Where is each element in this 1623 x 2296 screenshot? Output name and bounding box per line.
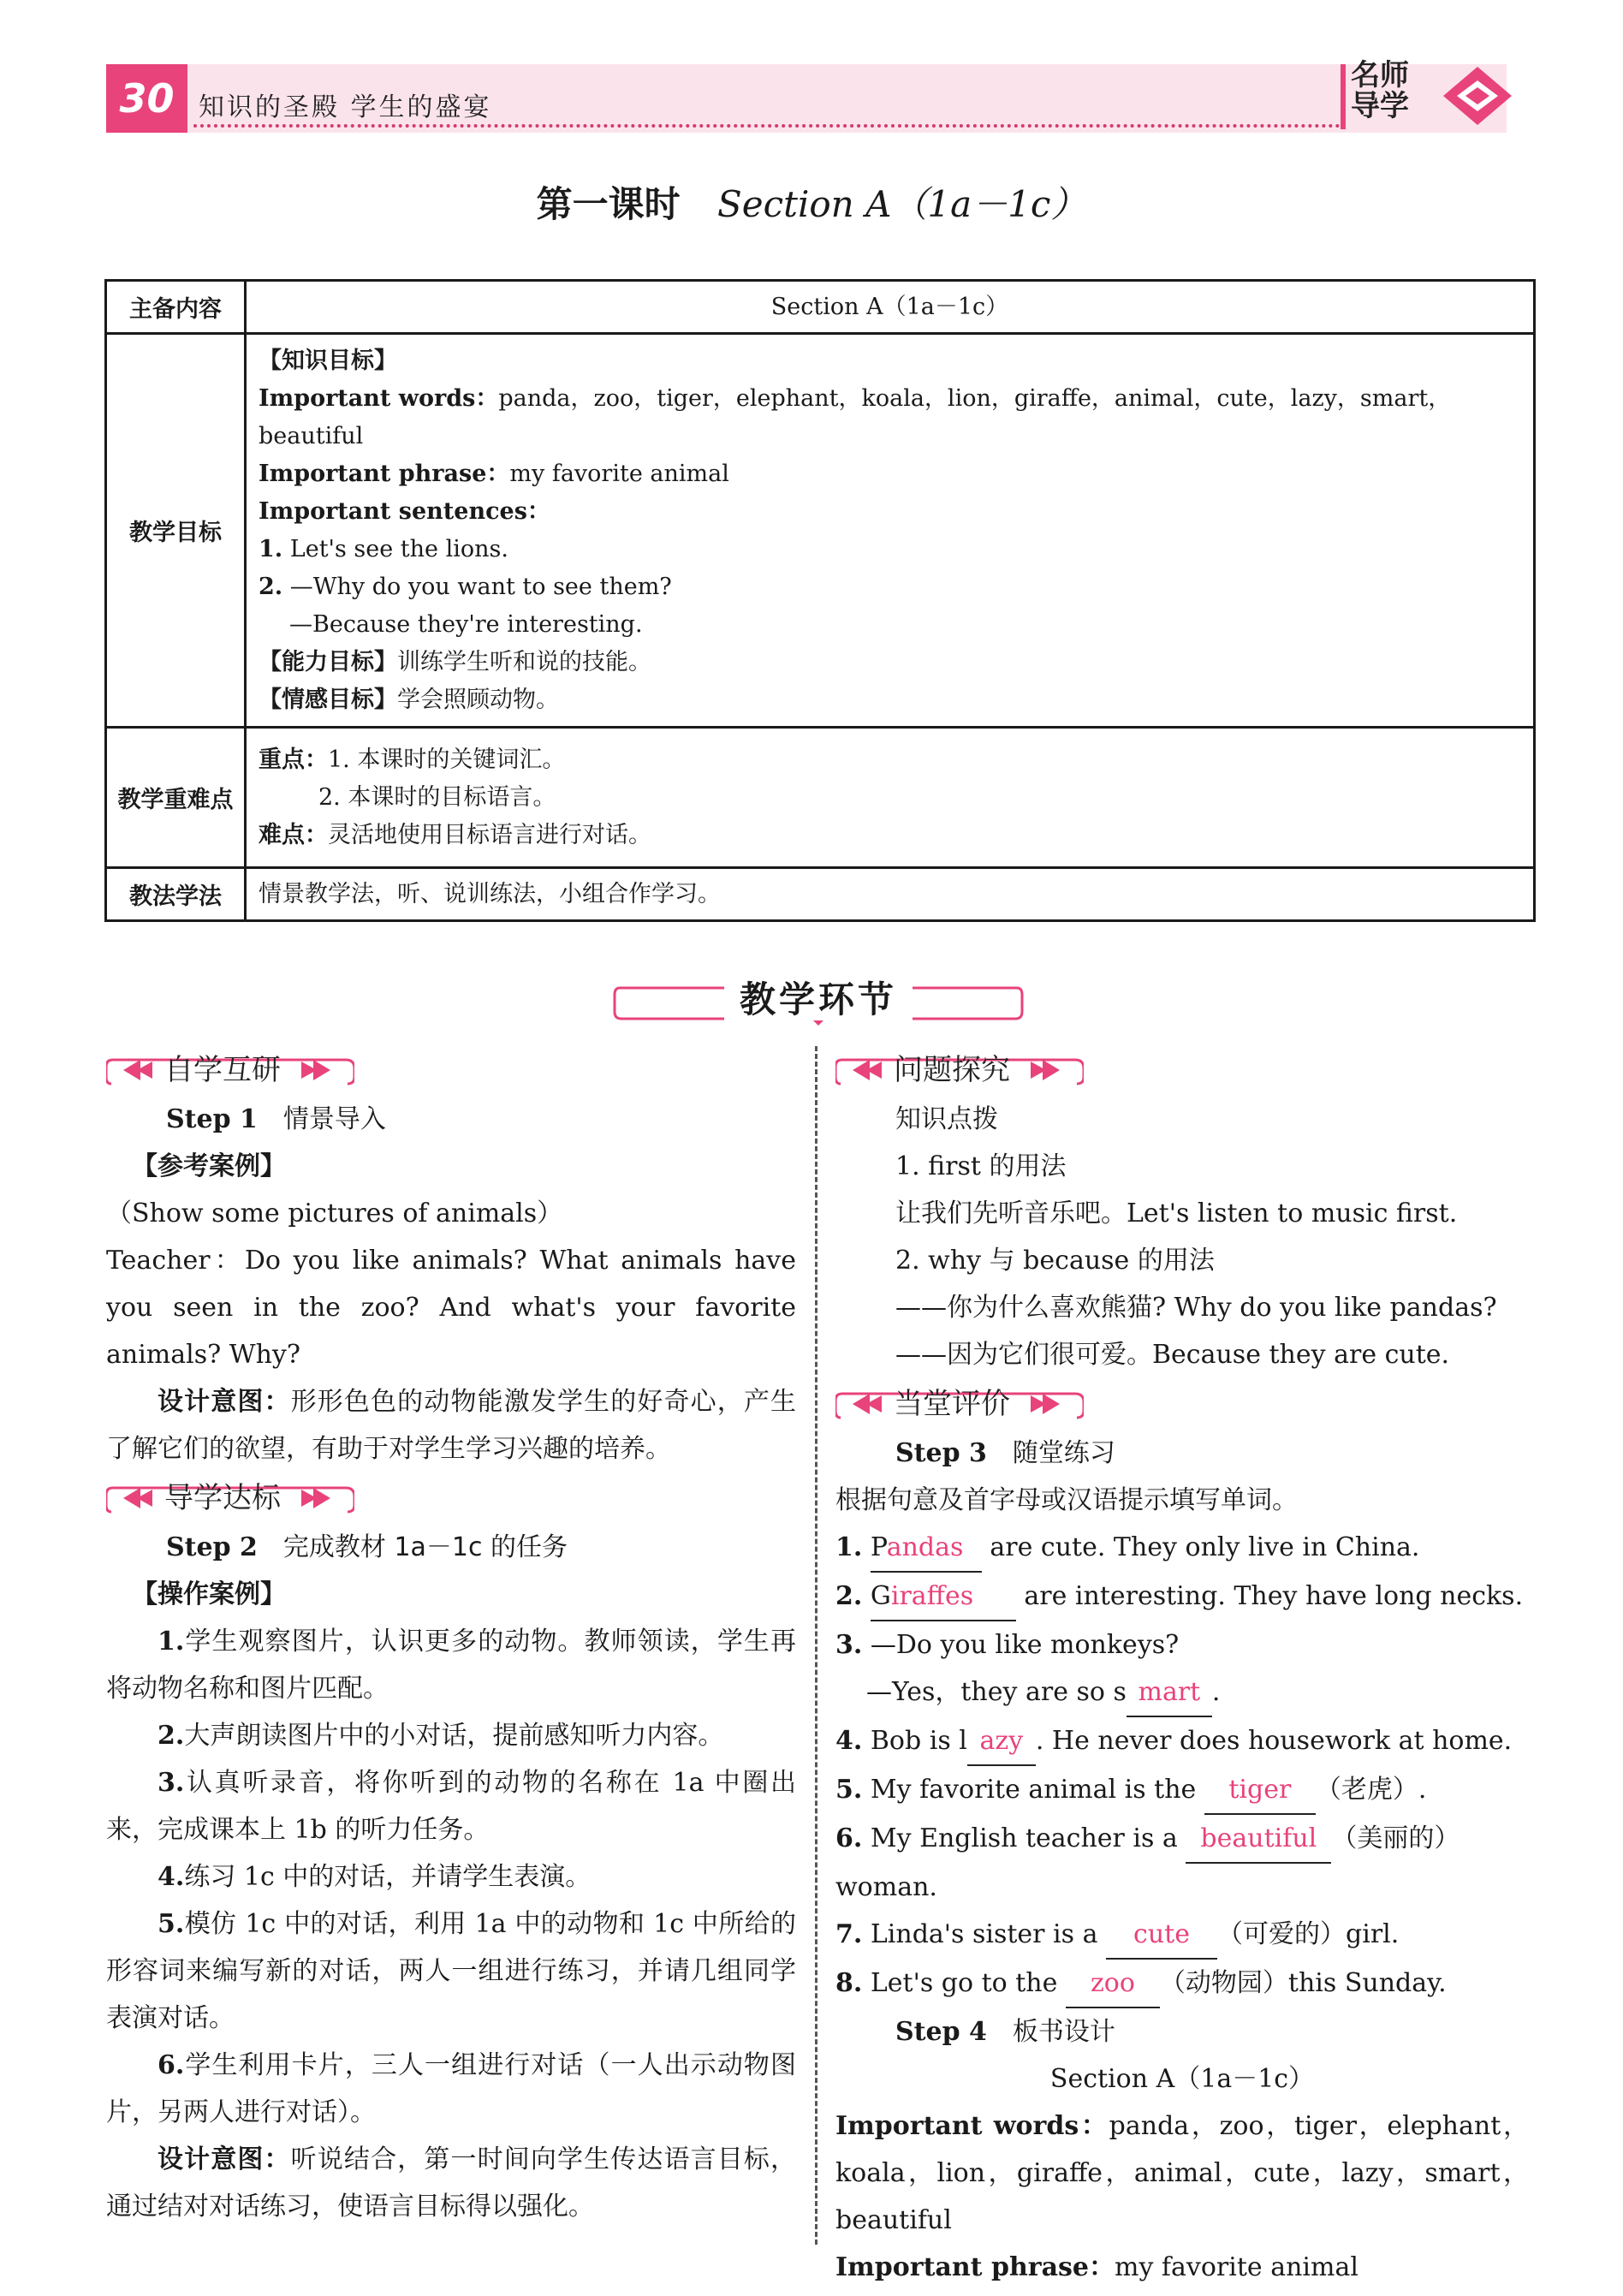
header-motto: 知识的圣殿 学生的盛宴 (199, 92, 492, 122)
item-text: 大声朗读图片中的小对话，提前感知听力内容。 (184, 1721, 724, 1751)
item-text: 学生利用卡片，三人一组进行对话（一人出示动物图片，另两人进行对话）。 (106, 2050, 796, 2127)
exercise-item (835, 1573, 1529, 1621)
item-number: 1. (158, 1627, 185, 1657)
ex-number: 4. (835, 1726, 863, 1756)
ex-answer: tiger (1204, 1766, 1316, 1815)
board-words-label: Important words： (835, 2111, 1109, 2141)
list-item (106, 1853, 796, 1900)
ex-number: 7. (835, 1919, 863, 1949)
kp1-example: 让我们先听音乐吧。Let's listen to music first. (895, 1199, 1458, 1228)
knowledge-point: 知识点拨 (895, 1104, 998, 1134)
title-cn: 第一课时 (536, 183, 681, 225)
kp2-question: ——你为什么喜欢熊猫? Why do you like pandas? (895, 1293, 1497, 1323)
ex-number: 2. (835, 1581, 863, 1611)
kp1-title: 1. first 的用法 (895, 1151, 1067, 1181)
exercise-item (835, 1911, 1529, 1960)
exercise-item (835, 1815, 1529, 1911)
difficulty-label: 难点： (259, 821, 328, 848)
ex-text: Bob is l (870, 1726, 967, 1756)
row-label: 主备内容 (106, 281, 246, 334)
page-title (0, 176, 1623, 228)
sentence-1: Let's see the lions. (289, 535, 508, 562)
exercise-item (835, 1524, 1529, 1573)
step-number: Step 1 (166, 1104, 258, 1134)
step-number: Step 2 (166, 1532, 258, 1562)
teacher-question: Teacher：Do you like animals? What animals have you seen in the zoo? And what's your favorite animals? Why? (106, 1246, 796, 1370)
ability: 训练学生听和说的技能。 (397, 648, 651, 675)
step-title: 情景导入 (282, 1104, 386, 1134)
table-row (106, 334, 1535, 728)
item-number: 2. (158, 1721, 185, 1751)
emotion-tag: 【情感目标】 (259, 686, 397, 713)
tag-self-study (106, 1046, 354, 1094)
ex-text: . He never does housework at home. (1035, 1726, 1513, 1756)
brand-top: 名师 (1351, 58, 1409, 92)
tag-label: 导学达标 (164, 1480, 281, 1515)
tag-class-evaluation (835, 1380, 1084, 1428)
ex-text: My favorite animal is the (870, 1775, 1204, 1805)
tag-guided-study (106, 1474, 354, 1522)
intent-text: 听说结合，第一时间向学生传达语言目标，通过结对对话练习，使语言目标得以强化。 (106, 2144, 797, 2222)
answer-blank (871, 1524, 982, 1573)
ex-text: are interesting. They have long necks. (1015, 1581, 1524, 1611)
focus-cell (246, 728, 1535, 868)
intent-label: 设计意图： (158, 1387, 291, 1417)
ex-text: —Do you like monkeys? (870, 1630, 1180, 1660)
difficulty: 灵活地使用目标语言进行对话。 (328, 821, 651, 848)
page-number: 30 (106, 64, 187, 133)
row-label: 教学重难点 (106, 728, 246, 868)
board-phrase-text: my favorite animal (1115, 2252, 1358, 2282)
exercise-item (835, 1766, 1529, 1815)
list-item (106, 1759, 796, 1853)
knowledge-tag: 【知识目标】 (259, 347, 397, 374)
exercise-item (835, 1668, 1529, 1717)
lesson-plan-table (104, 279, 1536, 922)
table-row (106, 868, 1535, 921)
item-number: 5. (158, 1909, 185, 1939)
brand-mark-icon (1438, 62, 1517, 130)
tag-label: 问题探究 (894, 1052, 1010, 1087)
objectives-cell (246, 334, 1535, 728)
ex-initial: G (870, 1581, 891, 1611)
ex-answer: iraffes (890, 1581, 974, 1611)
ex-answer: mart (1127, 1668, 1212, 1717)
board-words (835, 2103, 1529, 2244)
header-dotted-line (193, 124, 1341, 128)
ex-text: （老虎）. (1315, 1775, 1427, 1805)
step-3 (835, 1430, 1529, 1477)
ability-tag: 【能力目标】 (259, 648, 397, 675)
methods: 情景教学法，听、说训练法，小组合作学习。 (246, 868, 1535, 921)
sentences-label: Important sentences： (259, 497, 550, 525)
row-value: Section A（1a－1c） (246, 281, 1535, 334)
ex-number: 1. (835, 1532, 863, 1562)
ex-answer: andas (886, 1532, 964, 1562)
header-divider (1341, 64, 1346, 129)
list-item (106, 1712, 796, 1759)
sentence-2b: —Because they're interesting. (289, 610, 643, 638)
board-title: Section A（1a－1c） (1049, 2064, 1315, 2094)
ex-text: Linda's sister is a (870, 1919, 1107, 1949)
step-number: Step 4 (895, 2017, 987, 2047)
show-pictures: （Show some pictures of animals） (106, 1199, 563, 1228)
step-4 (835, 2008, 1529, 2055)
ex-text: （可爱的）girl. (1217, 1919, 1400, 1949)
ex-number: 3. (835, 1630, 863, 1660)
exercise-item (835, 1621, 1529, 1668)
title-en: Section A（1a－1c） (716, 183, 1087, 225)
item-number: 4. (158, 1862, 185, 1892)
sentence-2: —Why do you want to see them? (289, 573, 672, 600)
emotion: 学会照顾动物。 (397, 686, 559, 713)
item-number: 3. (158, 1768, 185, 1798)
words-label: Important words： (259, 384, 499, 412)
left-column (106, 1044, 796, 2230)
s1-num: 1. (259, 535, 283, 562)
step-title: 完成教材 1a－1c 的任务 (282, 1532, 568, 1562)
row-label: 教法学法 (106, 868, 246, 921)
right-column (835, 1044, 1529, 2291)
exercise-item (835, 1960, 1529, 2008)
kp2-title: 2. why 与 because 的用法 (895, 1246, 1215, 1276)
ex-answer: azy (967, 1717, 1036, 1766)
row-label: 教学目标 (106, 334, 246, 728)
item-text: 模仿 1c 中的对话，利用 1a 中的动物和 1c 中所给的形容词来编写新的对话，两人一组进行练习，并请几组同学表演对话。 (106, 1909, 796, 2033)
exercise-item (835, 1717, 1529, 1766)
tag-problem-inquiry (835, 1046, 1084, 1094)
ex-text: Let's go to the (870, 1968, 1066, 1998)
ex-answer: cute (1106, 1911, 1217, 1960)
board-words-text: panda，zoo，tiger，elephant，koala，lion，giraffe，animal，cute，lazy，smart，beautiful (835, 2111, 1529, 2235)
banner-text: 教学环节 (724, 978, 913, 1020)
answer-blank (871, 1573, 1016, 1621)
step-title: 随堂练习 (1012, 1438, 1115, 1468)
board-phrase (835, 2244, 1529, 2291)
reference-case: 【参考案例】 (132, 1151, 286, 1181)
ex-text: My English teacher is a (870, 1823, 1186, 1853)
table-row (106, 728, 1535, 868)
ex-text: . (1211, 1677, 1221, 1707)
ex-text: （美丽的）woman. (835, 1823, 1460, 1902)
item-text: 练习 1c 中的对话，并请学生表演。 (184, 1862, 592, 1892)
phrase-label: Important phrase： (259, 460, 510, 487)
list-item (106, 1900, 796, 2042)
column-divider (815, 1046, 817, 2245)
key-2: 2. 本课时的目标语言。 (318, 783, 556, 811)
brand-bottom: 导学 (1351, 89, 1409, 123)
tag-label: 当堂评价 (894, 1386, 1010, 1421)
ex-number: 8. (835, 1968, 863, 1998)
ex-answer: zoo (1066, 1960, 1160, 2008)
ex-initial: P (870, 1532, 887, 1562)
ex-number: 5. (835, 1775, 863, 1805)
key-1: 1. 本课时的关键词汇。 (328, 746, 566, 773)
board-phrase-label: Important phrase： (835, 2252, 1115, 2282)
operation-case: 【操作案例】 (132, 1579, 286, 1609)
intent-text: 形形色色的动物能激发学生的好奇心，产生了解它们的欲望，有助于对学生学习兴趣的培养。 (106, 1387, 797, 1464)
kp2-answer: ——因为它们很可爱。Because they are cute. (895, 1340, 1450, 1370)
design-intent-2 (106, 2136, 796, 2230)
phrase: my favorite animal (509, 460, 729, 487)
step-1 (106, 1096, 796, 1143)
list-item (106, 1618, 796, 1712)
exercise-instruction: 根据句意及首字母或汉语提示填写单词。 (835, 1485, 1298, 1515)
ex-text: are cute. They only live in China. (981, 1532, 1420, 1562)
table-row (106, 281, 1535, 334)
item-text: 认真听录音，将你听到的动物的名称在 1a 中圈出来，完成课本上 1b 的听力任务。 (106, 1768, 796, 1845)
brand-logo (1351, 60, 1409, 122)
step-number: Step 3 (895, 1438, 987, 1468)
words: panda，zoo，tiger，elephant，koala，lion，giraffe，animal，cute，lazy，smart，beautiful (259, 384, 1452, 449)
item-number: 6. (158, 2050, 185, 2080)
intent-label: 设计意图： (158, 2144, 291, 2174)
design-intent-1 (106, 1378, 796, 1472)
ex-text: —Yes，they are so s (866, 1677, 1127, 1707)
key-label: 重点： (259, 746, 328, 773)
s2-num: 2. (259, 573, 283, 600)
list-item (106, 2042, 796, 2136)
ex-text: （动物园）this Sunday. (1159, 1968, 1447, 1998)
tag-label: 自学互研 (164, 1052, 281, 1087)
item-text: 学生观察图片，认识更多的动物。教师领读，学生再将动物名称和图片匹配。 (106, 1627, 796, 1704)
step-title: 板书设计 (1012, 2017, 1115, 2047)
step-2 (106, 1524, 796, 1571)
ex-answer: beautiful (1186, 1815, 1331, 1864)
section-banner (613, 972, 1024, 1023)
ex-number: 6. (835, 1823, 863, 1853)
